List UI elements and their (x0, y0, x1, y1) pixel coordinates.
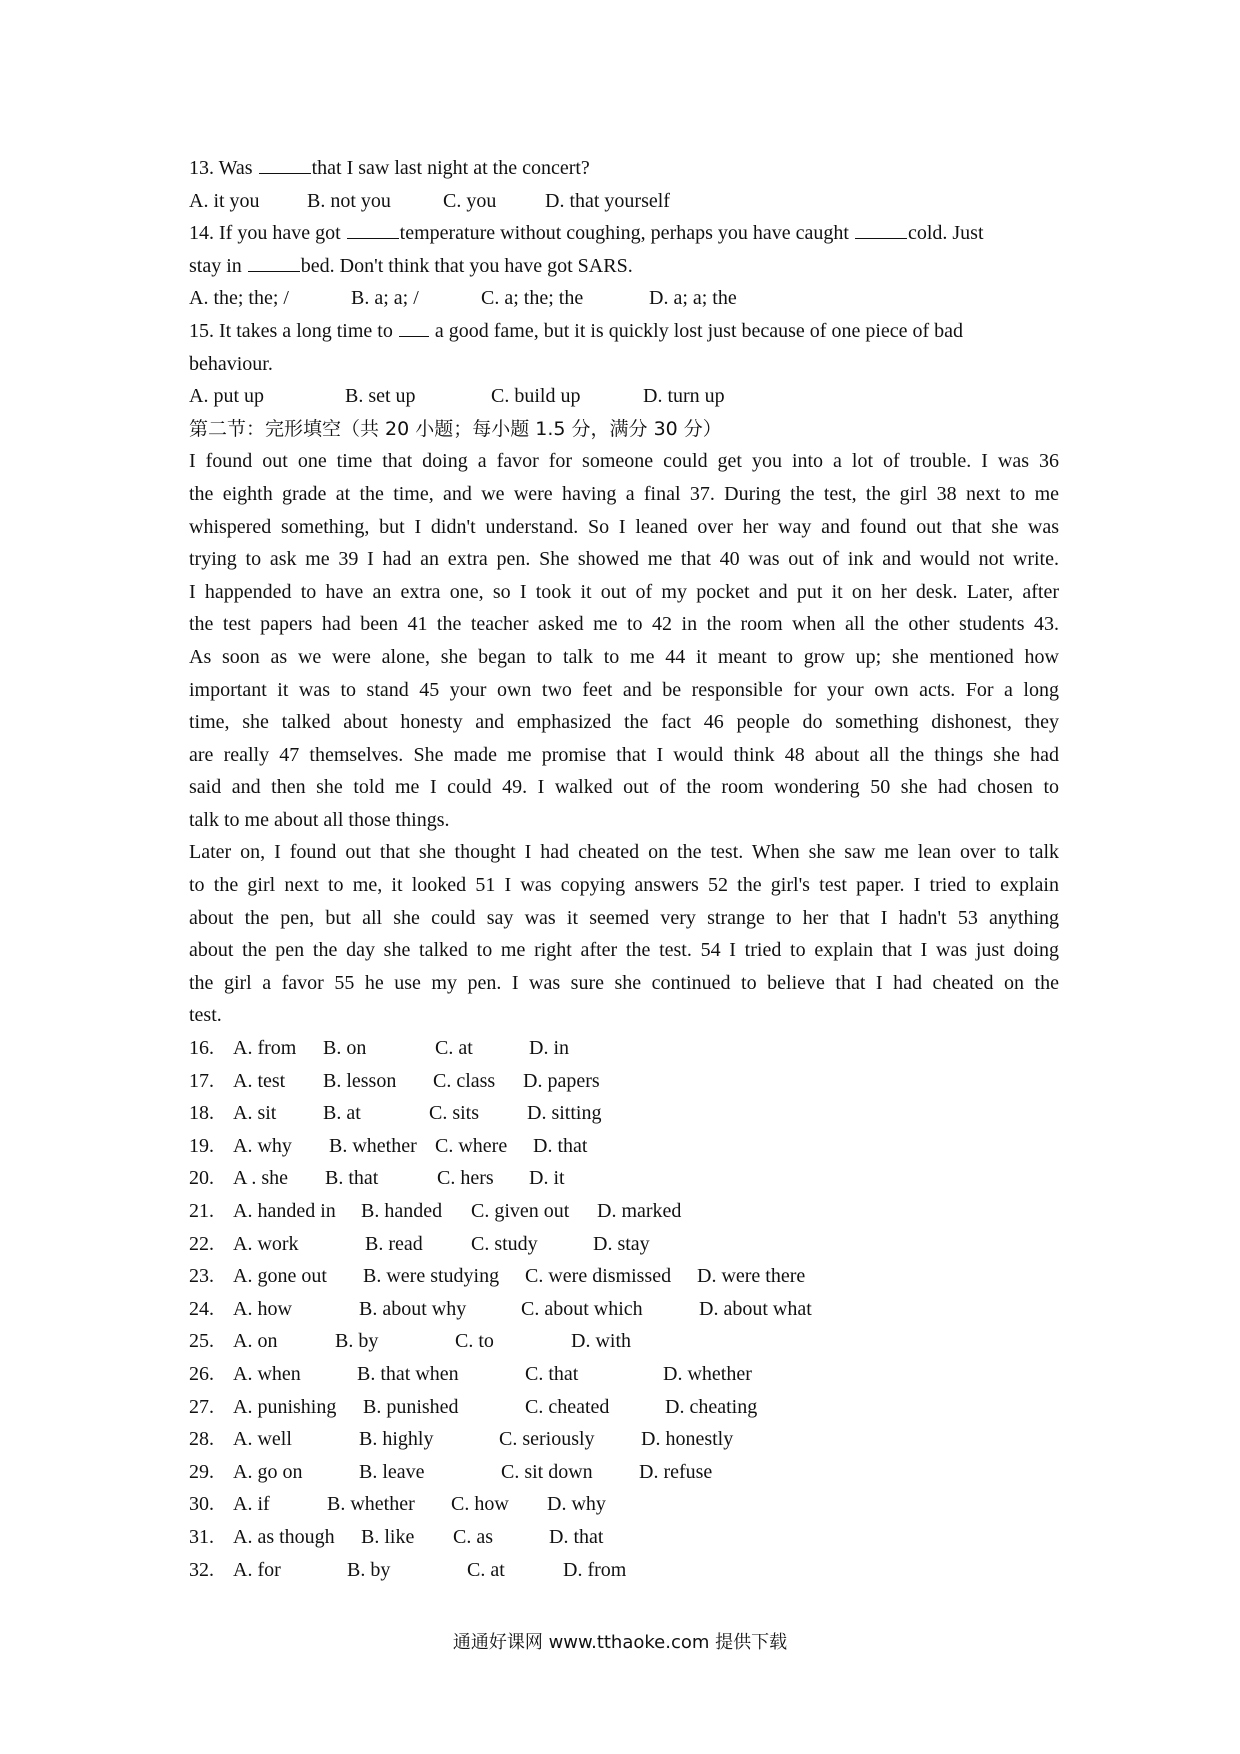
cloze-option-row (189, 1358, 1059, 1391)
passage-line: the test papers had been 41 the teacher asked me to 42 in the room when all the other students 43. (189, 613, 1059, 636)
cloze-option-row (189, 1162, 1059, 1195)
option: C. a; the; the (481, 287, 584, 310)
answer-blank (347, 220, 399, 239)
option: A . she (233, 1167, 288, 1190)
option: A. how (233, 1297, 292, 1320)
option: C. hers (437, 1167, 494, 1190)
option: C. cheated (525, 1395, 610, 1418)
question-14-options (189, 282, 1059, 315)
option: D. about what (699, 1297, 812, 1320)
question-number: 23. (189, 1265, 214, 1288)
question-text: 13. Was (189, 157, 258, 179)
option: B. set up (345, 385, 416, 408)
answer-blank (399, 318, 429, 337)
question-13 (189, 152, 1059, 185)
option: A. well (233, 1428, 292, 1451)
passage-paragraph-2 (189, 836, 1059, 1032)
option: B. leave (359, 1460, 425, 1483)
cloze-option-row (189, 1391, 1059, 1424)
option: B. not you (307, 189, 391, 212)
option: A. put up (189, 385, 264, 408)
question-text: a good fame, but it is quickly lost just because of one piece of bad (429, 319, 964, 342)
option: C. that (525, 1362, 579, 1385)
option: D. papers (523, 1069, 600, 1092)
cloze-option-row (189, 1325, 1059, 1358)
cloze-option-row (189, 1521, 1059, 1554)
option: A. the; the; / (189, 287, 289, 310)
passage-line: whispered something, but I didn't understand. So I leaned over her way and found out that she was (189, 515, 1059, 538)
option: A. punishing (233, 1395, 337, 1418)
question-number: 26. (189, 1362, 214, 1385)
option: D. marked (597, 1200, 682, 1222)
cloze-option-row (189, 1293, 1059, 1326)
cloze-option-row (189, 1488, 1059, 1521)
option: D. sitting (527, 1102, 602, 1125)
option: C. sits (429, 1102, 480, 1125)
exam-content (189, 152, 1059, 1586)
option: D. it (529, 1167, 565, 1190)
cloze-option-row (189, 1097, 1059, 1130)
option: B. that when (357, 1362, 459, 1385)
passage-line: Later on, I found out that she thought I had cheated on the test. When she saw me lean over to talk (189, 841, 1059, 864)
question-number: 25. (189, 1330, 214, 1353)
option: B. were studying (363, 1265, 500, 1288)
option: D. refuse (639, 1460, 713, 1483)
option: C. how (451, 1493, 509, 1516)
passage-line: the eighth grade at the time, and we were having a final 37. During the test, the girl 38 next to me (189, 482, 1059, 505)
cloze-option-row (189, 1456, 1059, 1489)
question-15-options (189, 380, 1059, 413)
option: B. handed (361, 1200, 443, 1222)
option: D. in (529, 1037, 569, 1060)
question-text: 15. It takes a long time to (189, 319, 398, 342)
question-13-options (189, 185, 1059, 218)
question-15 (189, 315, 1059, 348)
option: A. on (233, 1330, 278, 1353)
passage-line: the girl a favor 55 he use my pen. I was sure she continued to believe that I had cheated on the (189, 971, 1059, 994)
option: B. by (335, 1330, 379, 1353)
option: B. lesson (323, 1069, 397, 1092)
option: A. why (233, 1134, 292, 1157)
answer-blank (855, 220, 907, 239)
question-text: temperature without coughing, perhaps you have caught (399, 222, 854, 245)
question-text: 14. If you have got (189, 222, 346, 245)
option: C. given out (471, 1200, 570, 1222)
cloze-option-row (189, 1032, 1059, 1065)
cloze-options-list (189, 1032, 1059, 1586)
question-14-line-2 (189, 250, 1059, 283)
option: A. test (233, 1069, 286, 1092)
option: A. if (233, 1493, 270, 1516)
cloze-option-row (189, 1195, 1059, 1228)
option: A. handed in (233, 1200, 336, 1222)
option: D. whether (663, 1362, 752, 1385)
question-number: 28. (189, 1428, 214, 1451)
option: A. from (233, 1037, 297, 1060)
option: C. as (453, 1525, 493, 1548)
passage-line: As soon as we were alone, she began to talk to me 44 it meant to grow up; she mentioned how (189, 645, 1059, 668)
passage-line: trying to ask me 39 I had an extra pen. She showed me that 40 was out of ink and would not write. (189, 548, 1059, 571)
option: B. read (365, 1232, 423, 1255)
passage-paragraph-1 (189, 445, 1059, 836)
option: D. honestly (641, 1428, 734, 1451)
question-15-line-2: behaviour. (189, 352, 273, 375)
option: C. you (443, 189, 497, 212)
option: B. about why (359, 1297, 467, 1320)
option: D. a; a; the (649, 287, 737, 310)
option: B. by (347, 1558, 391, 1581)
option: D. that (549, 1525, 604, 1548)
question-number: 24. (189, 1297, 214, 1320)
passage-line: talk to me about all those things. (189, 808, 450, 831)
question-text: cold. Just (907, 222, 984, 245)
option: B. highly (359, 1428, 434, 1451)
option: A. go on (233, 1460, 303, 1483)
cloze-option-row (189, 1065, 1059, 1098)
cloze-option-row (189, 1554, 1059, 1587)
passage-line: I found out one time that doing a favor for someone could get you into a lot of trouble. I was 36 (189, 450, 1059, 473)
option: D. from (563, 1558, 627, 1581)
question-number: 21. (189, 1200, 214, 1222)
question-number: 31. (189, 1525, 214, 1548)
passage-line: are really 47 themselves. She made me promise that I would think 48 about all the things she had (189, 743, 1059, 766)
question-number: 20. (189, 1167, 214, 1190)
question-number: 22. (189, 1232, 214, 1255)
question-number: 32. (189, 1558, 214, 1581)
option: A. as though (233, 1525, 335, 1548)
option: C. study (471, 1232, 538, 1255)
passage-line: to the girl next to me, it looked 51 I was copying answers 52 the girl's test paper. I tried to explain (189, 874, 1059, 897)
question-text: bed. Don't think that you have got SARS. (300, 254, 633, 277)
question-number: 18. (189, 1102, 214, 1125)
question-number: 17. (189, 1069, 214, 1092)
passage-line: important it was to stand 45 your own two feet and be responsible for your own acts. For a long (189, 678, 1059, 701)
question-14 (189, 217, 1059, 250)
passage-line: said and then she told me I could 49. I walked out of the room wondering 50 she had chosen to (189, 776, 1059, 799)
option: D. cheating (665, 1395, 758, 1418)
answer-blank (259, 155, 311, 174)
question-number: 16. (189, 1037, 214, 1060)
option: A. work (233, 1232, 299, 1255)
answer-blank (248, 253, 300, 272)
option: B. whether (329, 1134, 417, 1157)
option: D. were there (697, 1265, 806, 1288)
option: A. when (233, 1362, 301, 1385)
option: C. sit down (501, 1460, 593, 1483)
cloze-option-row (189, 1228, 1059, 1261)
option: B. punished (363, 1395, 459, 1418)
option: D. that yourself (545, 189, 670, 212)
option: C. were dismissed (525, 1265, 672, 1288)
page-footer: 通通好课网 www.tthaoke.com 提供下载 (452, 1632, 788, 1653)
option: C. build up (491, 385, 581, 408)
question-number: 30. (189, 1493, 214, 1516)
option: C. class (433, 1069, 496, 1092)
option: C. at (467, 1558, 505, 1581)
option: C. about which (521, 1297, 643, 1320)
option: A. sit (233, 1102, 277, 1125)
option: A. for (233, 1558, 281, 1581)
option: A. it you (189, 189, 260, 212)
passage-line: about the pen, but all she could say was it seemed very strange to her that I hadn't 53 anything (189, 906, 1059, 929)
option: D. why (547, 1493, 606, 1516)
question-number: 19. (189, 1134, 214, 1157)
option: D. stay (593, 1232, 650, 1255)
option: B. on (323, 1037, 367, 1060)
option: D. with (571, 1330, 631, 1353)
option: B. a; a; / (351, 287, 419, 310)
option: B. at (323, 1102, 361, 1125)
option: C. where (435, 1134, 508, 1157)
question-text: stay in (189, 254, 247, 277)
option: D. that (533, 1134, 588, 1157)
passage-line: time, she talked about honesty and emphasized the fact 46 people do something dishonest, they (189, 711, 1059, 734)
option: B. that (325, 1167, 379, 1190)
question-number: 27. (189, 1395, 214, 1418)
option: B. like (361, 1525, 415, 1548)
passage-line: test. (189, 1004, 222, 1027)
option: C. to (455, 1330, 494, 1353)
passage-line: I happended to have an extra one, so I took it out of my pocket and put it on her desk. Later, after (189, 580, 1059, 603)
cloze-option-row (189, 1423, 1059, 1456)
section-2-header: 第二节：完形填空（共 20 小题；每小题 1.5 分，满分 30 分） (189, 417, 722, 440)
option: C. at (435, 1037, 473, 1060)
cloze-option-row (189, 1130, 1059, 1163)
option: B. whether (327, 1493, 415, 1516)
option: A. gone out (233, 1265, 327, 1288)
option: C. seriously (499, 1428, 595, 1451)
cloze-option-row (189, 1260, 1059, 1293)
question-number: 29. (189, 1460, 214, 1483)
passage-line: about the pen the day she talked to me right after the test. 54 I tried to explain that I was just doing (189, 939, 1059, 962)
question-text: that I saw last night at the concert? (311, 157, 590, 179)
option: D. turn up (643, 385, 725, 408)
